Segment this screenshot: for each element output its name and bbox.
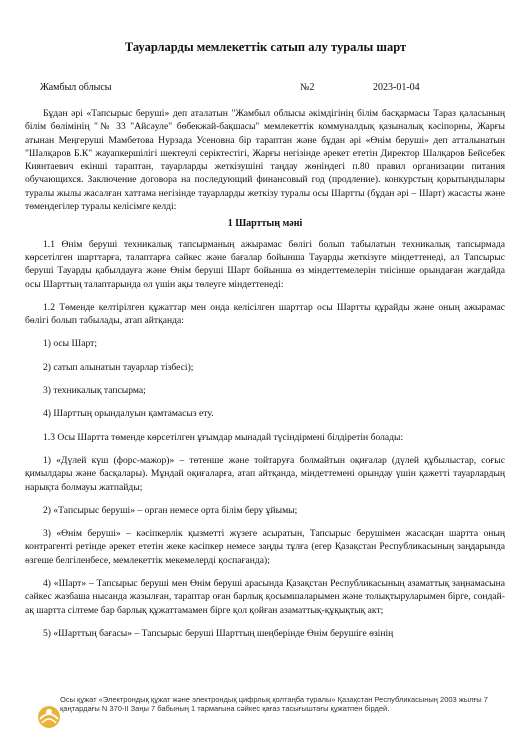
- definition-item: 4) «Шарт» – Тапсырыс беруші мен Өнім беруші арасында Қазақстан Республикасының азаматтық заңнамасына сәйкес жазбаша нысанда жазылған, тараптар оған барлық қосымшаларымен және толықтыруларымен бірге, сондай-ақ шартта сілтеме бар барлық құжаттамамен бірге қол қойған азаматтық-құқықтық акт;: [25, 578, 505, 616]
- definition-item: 3) «Өнім беруші» – кәсіпкерлік қызметті жүзеге асыратын, Тапсырыс берушімен жасасқан шартта оның контрагенті ретінде әрекет ететін жеке кәсіпкер немесе заңды тұлға (егер Қазақстан Республикасының заңдарында өзгеше белгіленбесе, мемлекеттік мекемелерді қоспағанда);: [25, 528, 505, 566]
- list-item: 4) Шарттың орындалуын қамтамасыз ету.: [43, 408, 214, 420]
- clause-1-1: 1.1 Өнім беруші техникалық тапсырманың ажырамас бөлігі болып табылатын техникалық тапсырмада көрсетілген шарттарға, талаптарға сәйкес және бағалар бойынша Тауарды жеткізуге міндеттенеді, ал Тапсырыс беруші Тауарды қабылдауға және Өнім беруші Шарт бойынша өз міндеттемелерін тиісінше орындаған жағдайда осы Шарттың талаптарында ол үшін ақы төлеуге міндеттенеді:: [25, 238, 505, 290]
- list-item: 2) сатып алынатын тауарлар тізбесі);: [43, 361, 194, 373]
- clause-1-3: 1.3 Осы Шартта төменде көрсетілген ұғымдар мынадай түсіндірмені білдіретін болады:: [43, 431, 404, 443]
- e-document-footer: [36, 695, 506, 731]
- definition-item: 1) «Дүлей күш (форс-мажор)» – төтенше және тойтаруға болмайтын оқиғалар (дүлей құбылыстар, соғыс қимылдары және басқалары). Мұндай оқиғаларға, атап айтқанда, міндеттемені орындау үшін қажетті тауарлардың нарықта болмауы жатпайды;: [25, 454, 505, 493]
- clause-1-2: 1.2 Төменде келтірілген құжаттар мен онда келісілген шарттар осы Шартты құрайды және оның ажырамас бөлігі болып табылады, атап айтқанда:: [25, 301, 505, 327]
- list-item: 1) осы Шарт;: [43, 338, 97, 350]
- document-title: Тауарларды мемлекеттік сатып алу туралы шарт: [124, 40, 407, 54]
- section-1-heading: 1 Шарттың мәні: [227, 218, 303, 230]
- contract-number: №2: [300, 82, 315, 93]
- intro-paragraph: Бұдан әрі «Тапсырыс беруші» деп аталатын "Жамбыл облысы әкімдігінің білім басқармасы Тараз қаласының білім бөлімінің "№ 33 "Айсәуле" бөбекжай-бақшасы" мемлекеттік коммуналдық қазыналық кәсіпорны, Жарғы атынан Меңгеруші Мамбетова Нурзада Усеновна бір тараптан және бұдан әрі «Өнім беруші» деп атталынатын "Шалқаров Б.К" жауапкершілігі шектеулі серіктестігі, Жарғы негізінде әрекет ететін Директор Шалқаров Бейсебек Киянтаевич екінші тараптан, тауарларды жеткізушіні таңдау жөніндегі п.80 правил организации питания обучающихся. Заключение договора на последующий финансовый год (продление). конкурстың қорытындылары туралы жылы жасалған хаттама негізінде тауарларды жеткізу туралы осы Шартты (бұдан әрі – Шарт) жасасты және төмендегілер туралы келісімге келді:: [25, 108, 505, 213]
- contract-date: 2023-01-04: [373, 82, 420, 93]
- definition-item: 2) «Тапсырыс беруші» – орган немесе орта білім беру ұйымы;: [43, 504, 298, 516]
- city-label: Жамбыл облысы: [40, 82, 112, 93]
- list-item: 3) техникалық тапсырма;: [43, 385, 146, 397]
- definition-item: 5) «Шарттың бағасы» – Тапсырыс беруші Шарттың шеңберінде Өнім берушіге өзінің: [43, 627, 394, 639]
- document-meta: [40, 82, 491, 96]
- footer-legal-text: Осы құжат «Электрондық құжат және электрондық цифрлық қолтаңба туралы» Қазақстан Республикасының 2003 жылғы 7 қаңтардағы N 370-II Заңы 7 бабының 1 тармағына сәйкес қағаз тасығыштағы құжатпен бірдей.: [60, 695, 488, 713]
- document-body: [25, 107, 505, 640]
